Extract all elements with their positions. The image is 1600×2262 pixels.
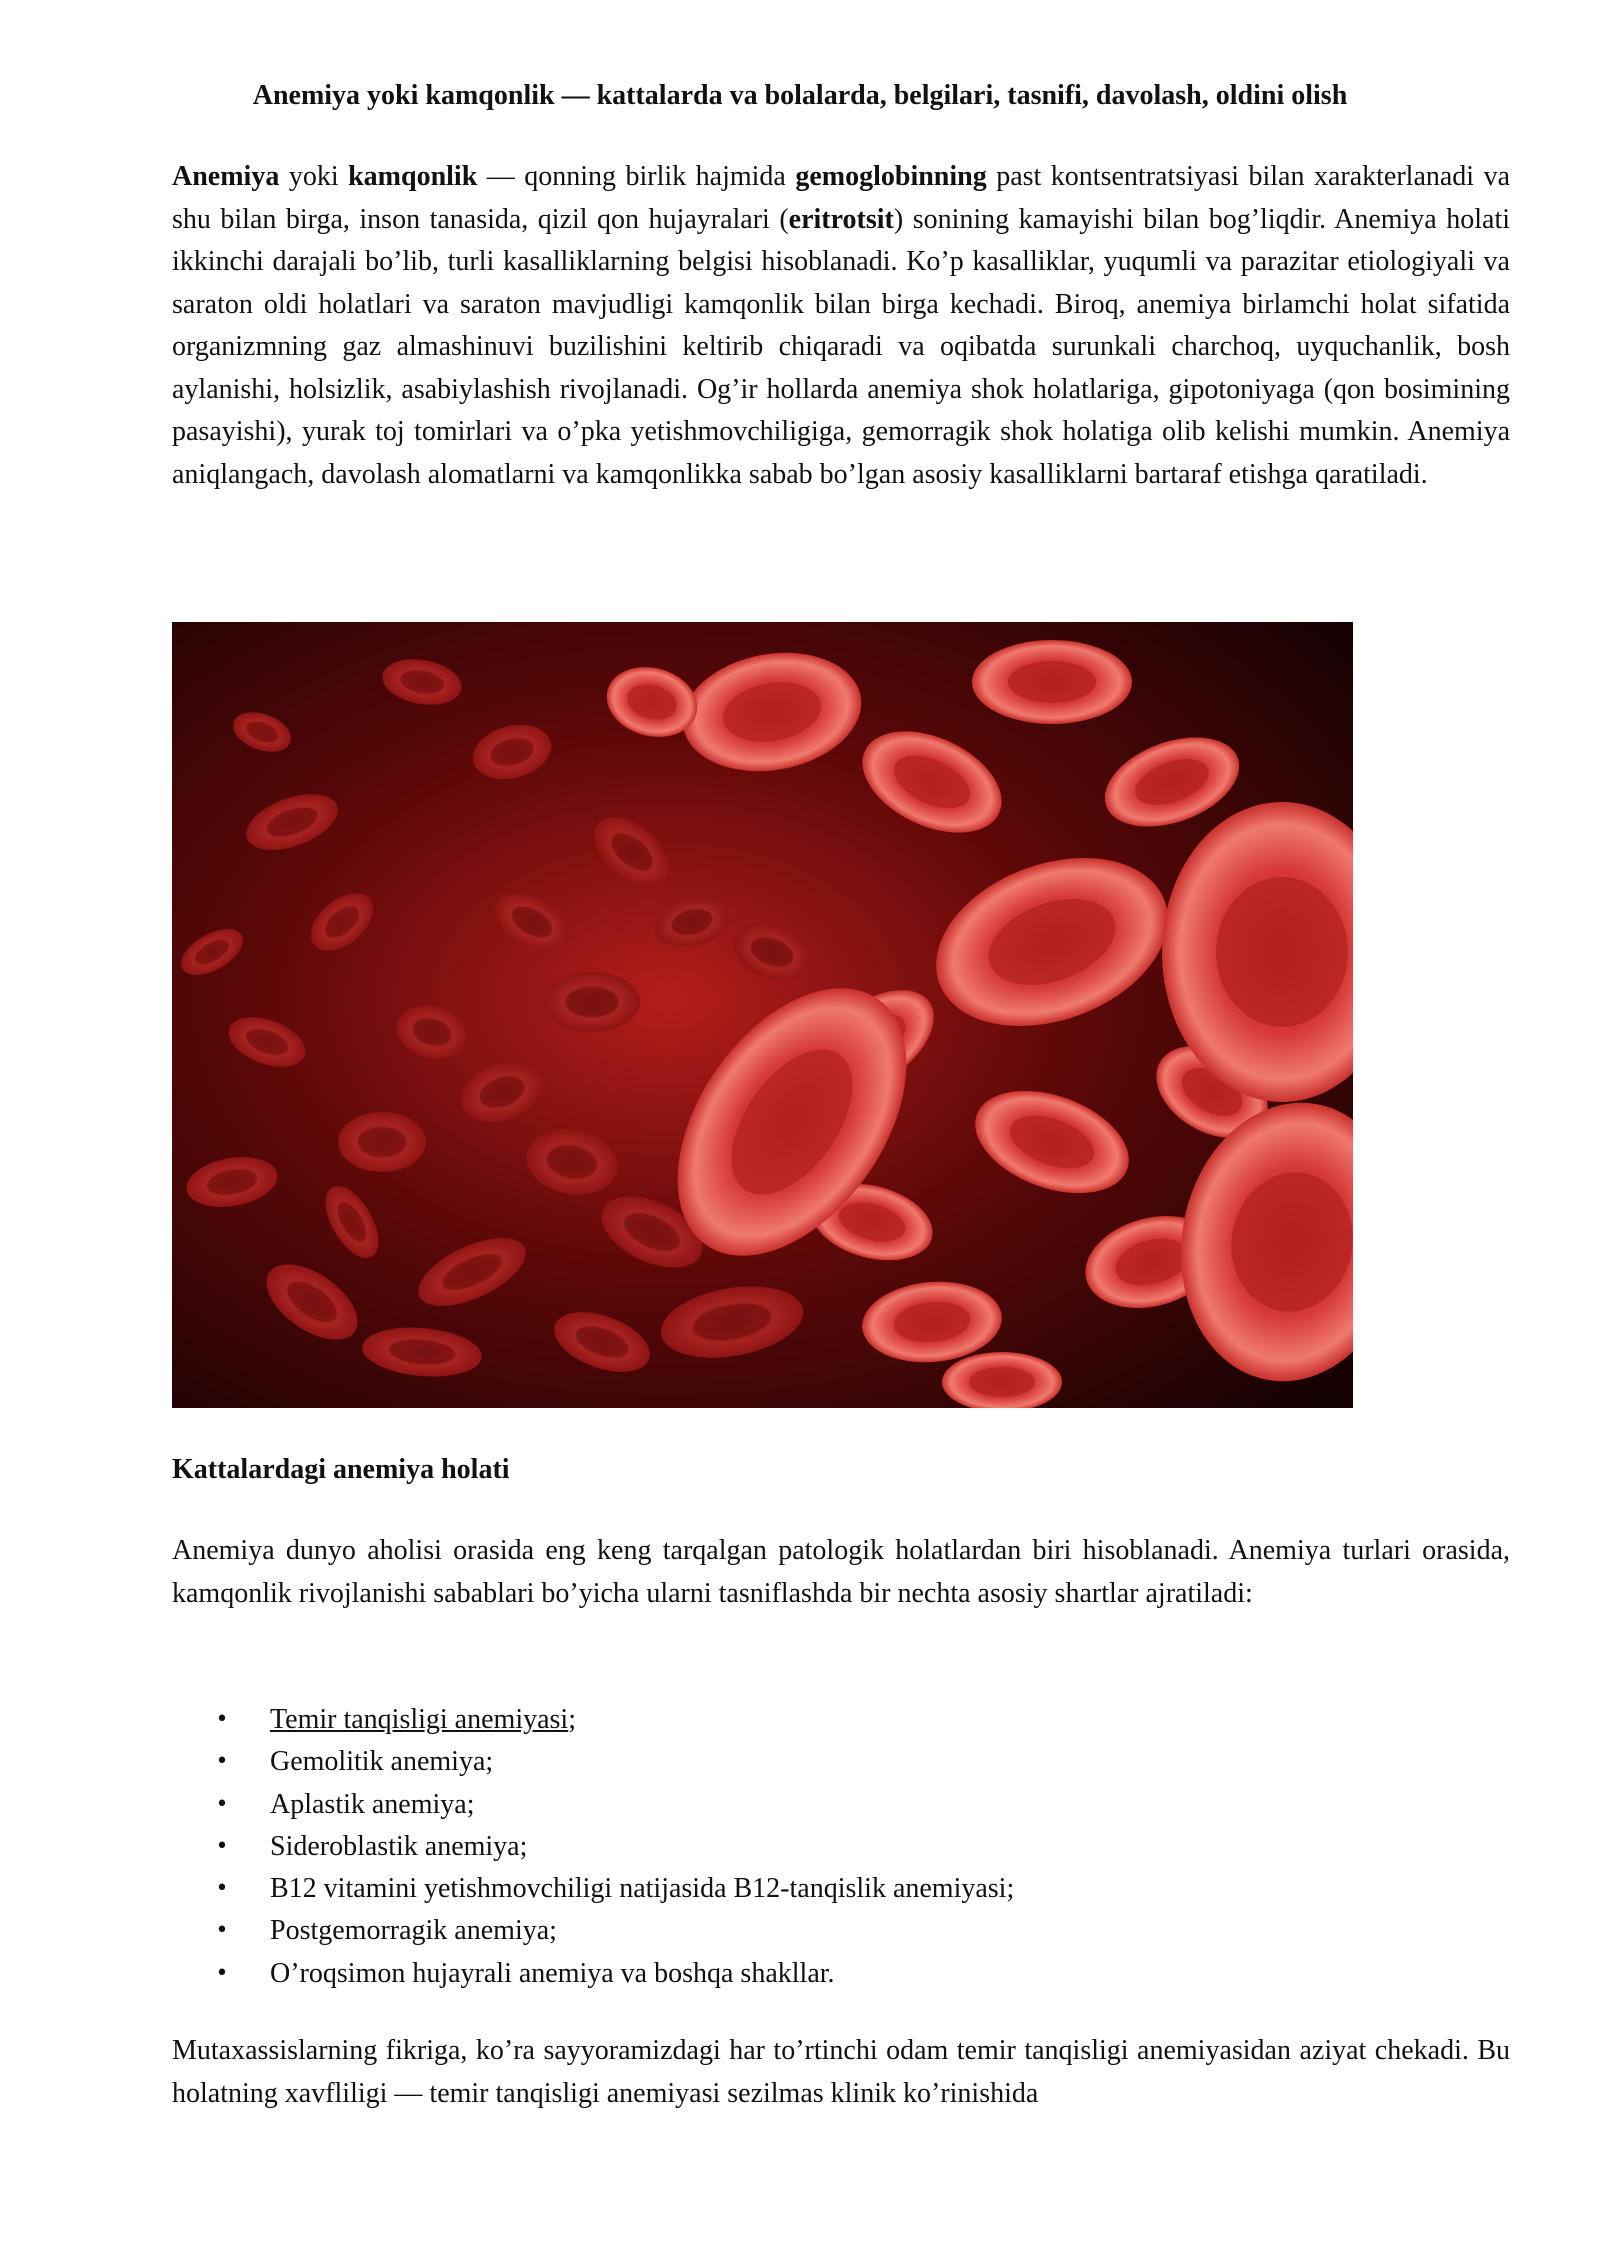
- term-anemiya: Anemiya: [172, 161, 280, 192]
- bullet-icon: •: [215, 1791, 229, 1817]
- bullet-icon: •: [215, 1749, 229, 1775]
- red-blood-cells-image: [172, 622, 1353, 1408]
- red-blood-cell: [544, 972, 640, 1032]
- page-title: Anemiya yoki kamqonlik — kattalarda va bolalarda, belgilari, tasnifi, davolash, oldini olish: [252, 80, 1348, 111]
- red-blood-cells-illustration: [172, 622, 1353, 1408]
- list-item: [212, 1868, 1014, 1910]
- list-item-label: Aplastik anemiya;: [270, 1788, 475, 1820]
- red-blood-cell-center: [1008, 661, 1096, 703]
- red-blood-cell-center: [566, 987, 619, 1017]
- list-item-label: O’roqsimon hujayrali anemiya va boshqa shakllar.: [270, 1957, 835, 1989]
- red-blood-cell: [972, 640, 1132, 724]
- bullet-icon: •: [215, 1960, 229, 1986]
- anemia-types-list: [212, 1699, 1014, 1995]
- bullet-icon: •: [215, 1876, 229, 1902]
- bullet-icon: •: [215, 1918, 229, 1944]
- red-blood-cell-center: [969, 1367, 1035, 1397]
- list-item-label: Sideroblastik anemiya;: [270, 1830, 528, 1862]
- intro-text-3: past kontsentratsiyasi bilan xarakterlanadi va shu bilan birga, inson tanasida, qizil qon hujayralari (: [172, 161, 1511, 235]
- closing-paragraph: Mutaxassislarning fikriga, ko’ra sayyoramizdagi har to’rtinchi odam temir tanqisligi anemiyasidan aziyat chekadi. Bu holatning xavfliligi — temir tanqisligi anemiyasi sezilmas klinik ko’rinishida: [172, 2035, 1510, 2109]
- list-item: [212, 1784, 1014, 1826]
- list-item: [212, 1699, 1014, 1741]
- term-eritrotsit: eritrotsit: [788, 203, 894, 235]
- list-item-suffix: ;: [568, 1704, 576, 1735]
- list-item-label: Postgemorragik anemiya;: [270, 1915, 557, 1947]
- section-paragraph: Anemiya dunyo aholisi orasida eng keng tarqalgan patologik holatlardan biri hisoblanadi. Anemiya turlari orasida, kamqonlik rivojlanishi sabablari bo’yicha ularni tasniflashda bir nechta asosiy shartlar ajratiladi:: [172, 1535, 1510, 1609]
- list-item: [212, 1910, 1014, 1952]
- red-blood-cell-center: [1216, 877, 1348, 1027]
- list-item: [212, 1953, 1014, 1995]
- intro-text-1: yoki: [279, 161, 349, 192]
- red-blood-cell: [338, 1112, 426, 1172]
- iron-deficiency-link[interactable]: Temir tanqisligi anemiyasi: [270, 1704, 569, 1735]
- term-gemoglobin: gemoglobinning: [795, 161, 987, 192]
- intro-text-4: ) sonining kamayishi bilan bog’liqdir. Anemiya holati ikkinchi darajali bo’lib, turli kasalliklarning belgisi hisoblanadi. Ko’p kasalliklar, yuqumli va parazitar etiologiyali va saraton oldi holatlari va saraton mavjudligi kamqonlik bilan birga kechadi. Biroq, anemiya birlamchi holat sifatida organizmning gaz almashinuvi buzilishini keltirib chiqaradi va oqibatda surunkali charchoq, uyquchanlik, bosh aylanishi, holsizlik, asabiylashish rivojlanadi. Og’ir hollarda anemiya shok holatlariga, gipotoniyaga (qon bosimining pasayishi), yurak toj tomirlari va o’pka yetishmovchiligiga, gemorragik shok holatiga olib kelishi mumkin. Anemiya aniqlangach, davolash alomatlarni va kamqonlikka sabab bo’lgan asosiy kasalliklarni bartaraf etishga qaratiladi.: [172, 203, 1511, 490]
- list-item-label: B12 vitamini yetishmovchiligi natijasida B12-tanqislik anemiyasi;: [270, 1873, 1015, 1905]
- red-blood-cell-center: [358, 1127, 406, 1157]
- intro-paragraph: [172, 156, 1510, 496]
- bullet-icon: •: [215, 1707, 229, 1732]
- list-item: [212, 1826, 1014, 1868]
- intro-text-2: — qonning birlik hajmida: [477, 161, 796, 192]
- list-item-label: Gemolitik anemiya;: [270, 1746, 494, 1778]
- list-item: [212, 1741, 1014, 1783]
- term-kamqonlik: kamqonlik: [348, 161, 478, 192]
- bullet-icon: •: [215, 1833, 229, 1859]
- section-heading: Kattalardagi anemiya holati: [172, 1454, 510, 1485]
